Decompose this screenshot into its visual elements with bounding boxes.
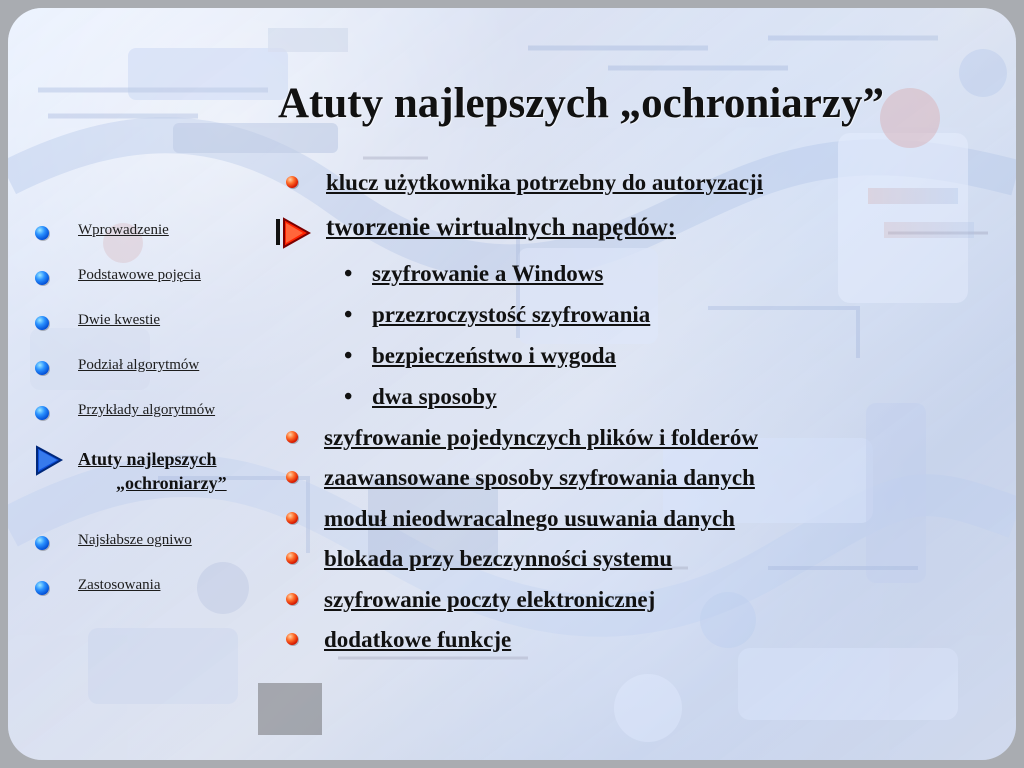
blue-bullet-icon [35, 361, 49, 375]
sidebar-item-label[interactable]: Wprowadzenie [78, 222, 169, 238]
list-item-text[interactable]: dodatkowe funkcje [324, 627, 512, 652]
current-item-arrow-icon [276, 215, 311, 251]
sidebar-item-zastosowania[interactable] [26, 570, 271, 602]
red-bullet-icon [286, 633, 298, 645]
blue-bullet-icon [35, 271, 49, 285]
sidebar-item-wprowadzenie[interactable] [26, 215, 271, 247]
blue-bullet-icon [35, 226, 49, 240]
bullet-dot-icon: • [344, 343, 353, 369]
list-item-text[interactable]: zaawansowane sposoby szyfrowania danych [324, 465, 755, 490]
list-item-text[interactable]: moduł nieodwracalnego usuwania danych [324, 506, 735, 531]
list-item-text[interactable]: szyfrowanie poczty elektronicznej [324, 587, 656, 612]
list-item-text[interactable]: klucz użytkownika potrzebny do autoryzacji [326, 170, 763, 195]
sidebar-item-dwie-kwestie[interactable] [26, 305, 271, 337]
sub-list-item-text[interactable]: dwa sposoby [372, 384, 497, 409]
list-item-text[interactable] [326, 213, 676, 243]
bullet-dot-icon: • [344, 302, 353, 328]
sidebar-item-label[interactable]: Podstawowe pojęcia [78, 267, 201, 283]
sidebar-item-najslabsze-ogniwo[interactable] [26, 525, 271, 557]
bullet-dot-icon: • [344, 384, 353, 410]
red-bullet-icon [286, 593, 298, 605]
sidebar-item-label[interactable]: Dwie kwestie [78, 312, 161, 328]
sub-list-item-text[interactable]: przezroczystość szyfrowania [372, 302, 651, 327]
sidebar-item-podstawowe-pojecia[interactable] [26, 260, 271, 292]
slide-content [276, 158, 916, 678]
red-bullet-icon [286, 176, 298, 188]
sidebar-item-current[interactable] [26, 445, 271, 499]
blue-bullet-icon [35, 536, 49, 550]
sidebar-item-label[interactable]: Zastosowania [78, 577, 161, 593]
sidebar-item-label[interactable]: Podział algorytmów [78, 357, 200, 373]
current-sidebar-label[interactable] [78, 447, 227, 495]
slide-canvas [8, 8, 1016, 760]
red-bullet-icon [286, 552, 298, 564]
list-item-colon: : [667, 214, 676, 241]
sidebar-item-label[interactable]: Najsłabsze ogniwo [78, 532, 192, 548]
blue-bullet-icon [35, 406, 49, 420]
sub-list-item-text[interactable]: bezpieczeństwo i wygoda [372, 343, 617, 368]
red-bullet-icon [286, 512, 298, 524]
red-bullet-icon [286, 431, 298, 443]
red-bullet-icon [286, 471, 298, 483]
sidebar-item-przyklady-algorytmow[interactable] [26, 395, 271, 427]
list-item-text[interactable]: szyfrowanie pojedynczych plików i folderów [324, 425, 759, 450]
current-sidebar-line-2[interactable]: „ochroniarzy” [116, 473, 227, 493]
current-slide-arrow-icon [34, 445, 64, 476]
list-item-main-text[interactable]: tworzenie wirtualnych napędów [326, 214, 668, 241]
current-sidebar-line-1[interactable]: Atuty najlepszych [78, 449, 217, 469]
blue-bullet-icon [35, 316, 49, 330]
sidebar-item-podzial-algorytmow[interactable] [26, 350, 271, 382]
sidebar-item-label[interactable]: Przykłady algorytmów [78, 402, 216, 418]
blue-bullet-icon [35, 581, 49, 595]
sub-list-item-text[interactable]: szyfrowanie a Windows [372, 261, 604, 286]
list-item-text[interactable]: blokada przy bezczynności systemu [324, 546, 673, 571]
bullet-dot-icon: • [344, 261, 353, 287]
page-title: Atuty najlepszych „ochroniarzy” [278, 80, 884, 127]
